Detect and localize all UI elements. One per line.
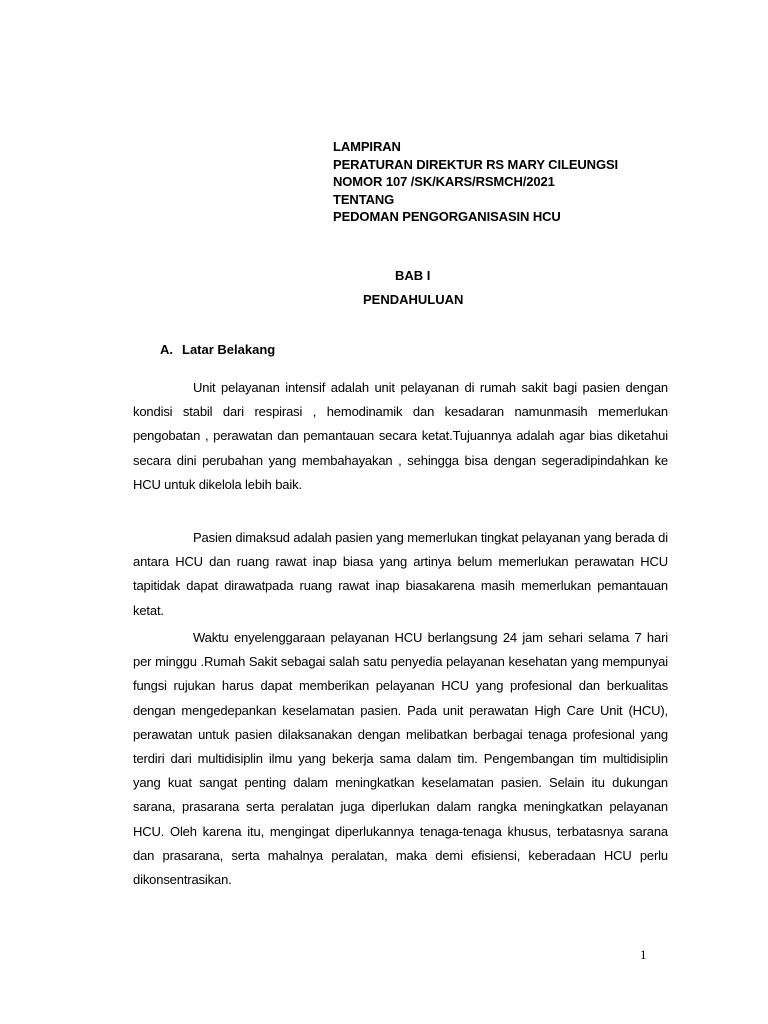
appendix-header (333, 138, 618, 226)
page-number: 1 (640, 947, 647, 962)
section-heading (160, 342, 275, 357)
header-line-tentang: TENTANG (333, 191, 395, 207)
paragraph-2-text: Pasien dimaksud adalah pasien yang memerlukan tingkat pelayanan yang berada di antara HCU dan ruang rawat inap biasa yang artinya belum memerlukan perawatan HCU tapitidak dapat dirawatpada ruang rawat inap biasakarena masih memerlukan pemantauan ketat. (133, 530, 668, 618)
section-letter: A. (160, 342, 173, 357)
header-line-subject: PEDOMAN PENGORGANISASIN HCU (333, 209, 561, 224)
header-line-regulation: PERATURAN DIREKTUR RS MARY CILEUNGSI (333, 156, 619, 172)
paragraph-1 (133, 376, 668, 497)
paragraph-3 (133, 626, 668, 892)
paragraph-1-text: Unit pelayanan intensif adalah unit pelayanan di rumah sakit bagi pasien dengan kondisi stabil dari respirasi , hemodinamik dan kesadaran namunmasih memerlukan pengobatan , perawatan dan pemantauan secara ketat.Tujuannya adalah agar bias diketahui secara dini perubahan yang membahayakan , sehingga bisa dengan segeradipindahkan ke HCU untuk dikelola lebih baik. (133, 380, 668, 492)
header-line-number: NOMOR 107 /SK/KARS/RSMCH/2021 (333, 174, 555, 189)
chapter-number: BAB I (395, 268, 431, 283)
paragraph-2 (133, 526, 668, 623)
paragraph-3-text: Waktu enyelenggaraan pelayanan HCU berlangsung 24 jam sehari selama 7 hari per minggu .Rumah Sakit sebagai salah satu penyedia pelayanan kesehatan yang mempunyai fungsi rujukan harus dapat memberikan pelayanan HCU yang profesional dan berkualitas dengan mengedepankan keselamatan pasien. Pada unit perawatan High Care Unit (HCU), perawatan untuk pasien dilaksanakan dengan melibatkan berbagai tenaga profesional yang terdiri dari multidisiplin ilmu yang bekerja sama dalam tim. Pengembangan tim multidisiplin yang kuat sangat penting dalam meningkatkan keselamatan pasien. Selain itu dukungan sarana, prasarana serta peralatan juga diperlukan dalam rangka meningkatkan pelayanan HCU. Oleh karena itu, mengingat diperlukannya tenaga-tenaga khusus, terbatasnya sarana dan prasarana, serta mahalnya peralatan, maka demi efisiensi, keberadaan HCU perlu dikonsentrasikan. (133, 630, 668, 888)
chapter-heading (0, 264, 768, 312)
section-title: Latar Belakang (182, 342, 276, 357)
header-line-lampiran: LAMPIRAN (333, 139, 401, 154)
chapter-title: PENDAHULUAN (363, 292, 464, 307)
